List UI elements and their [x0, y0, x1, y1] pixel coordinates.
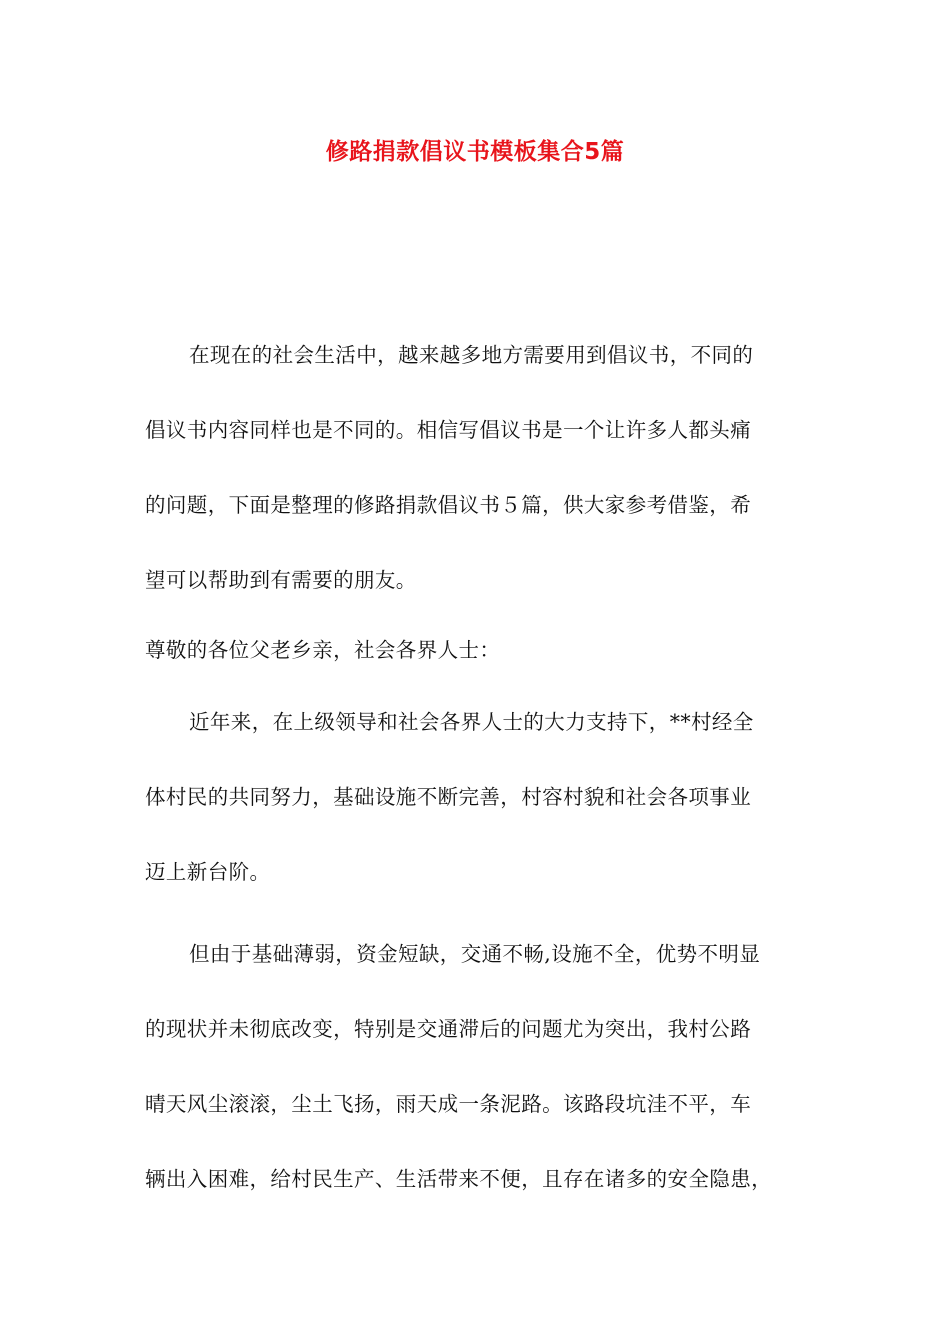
- paragraph-line: 近年来，在上级领导和社会各界人士的大力支持下，**村经全: [189, 710, 754, 734]
- paragraph-line: 晴天风尘滚滚，尘土飞扬，雨天成一条泥路。该路段坑洼不平，车: [145, 1092, 752, 1116]
- paragraph-line: 迈上新台阶。: [145, 860, 271, 884]
- paragraph-line: 倡议书内容同样也是不同的。相信写倡议书是一个让许多人都头痛: [145, 418, 752, 442]
- paragraph-line: 辆出入困难，给村民生产、生活带来不便，且存在诸多的安全隐患，: [145, 1167, 772, 1191]
- document-body: [145, 318, 807, 1217]
- paragraph-line: 体村民的共同努力，基础设施不断完善，村容村貌和社会各项事业: [145, 785, 752, 809]
- paragraph-line: 在现在的社会生活中，越来越多地方需要用到倡议书，不同的: [189, 343, 754, 367]
- paragraph-line: 的现状并未彻底改变，特别是交通滞后的问题尤为突出，我村公路: [145, 1017, 752, 1041]
- paragraph-line: 的问题，下面是整理的修路捐款倡议书５篇，供大家参考借鉴，希: [145, 493, 752, 517]
- paragraph-line: 望可以帮助到有需要的朋友。: [145, 568, 417, 592]
- document-title: 修路捐款倡议书模板集合5篇: [325, 139, 625, 165]
- salutation-line: 尊敬的各位父老乡亲，社会各界人士：: [145, 638, 501, 662]
- paragraph-line: 但由于基础薄弱，资金短缺，交通不畅,设施不全，优势不明显: [189, 942, 761, 966]
